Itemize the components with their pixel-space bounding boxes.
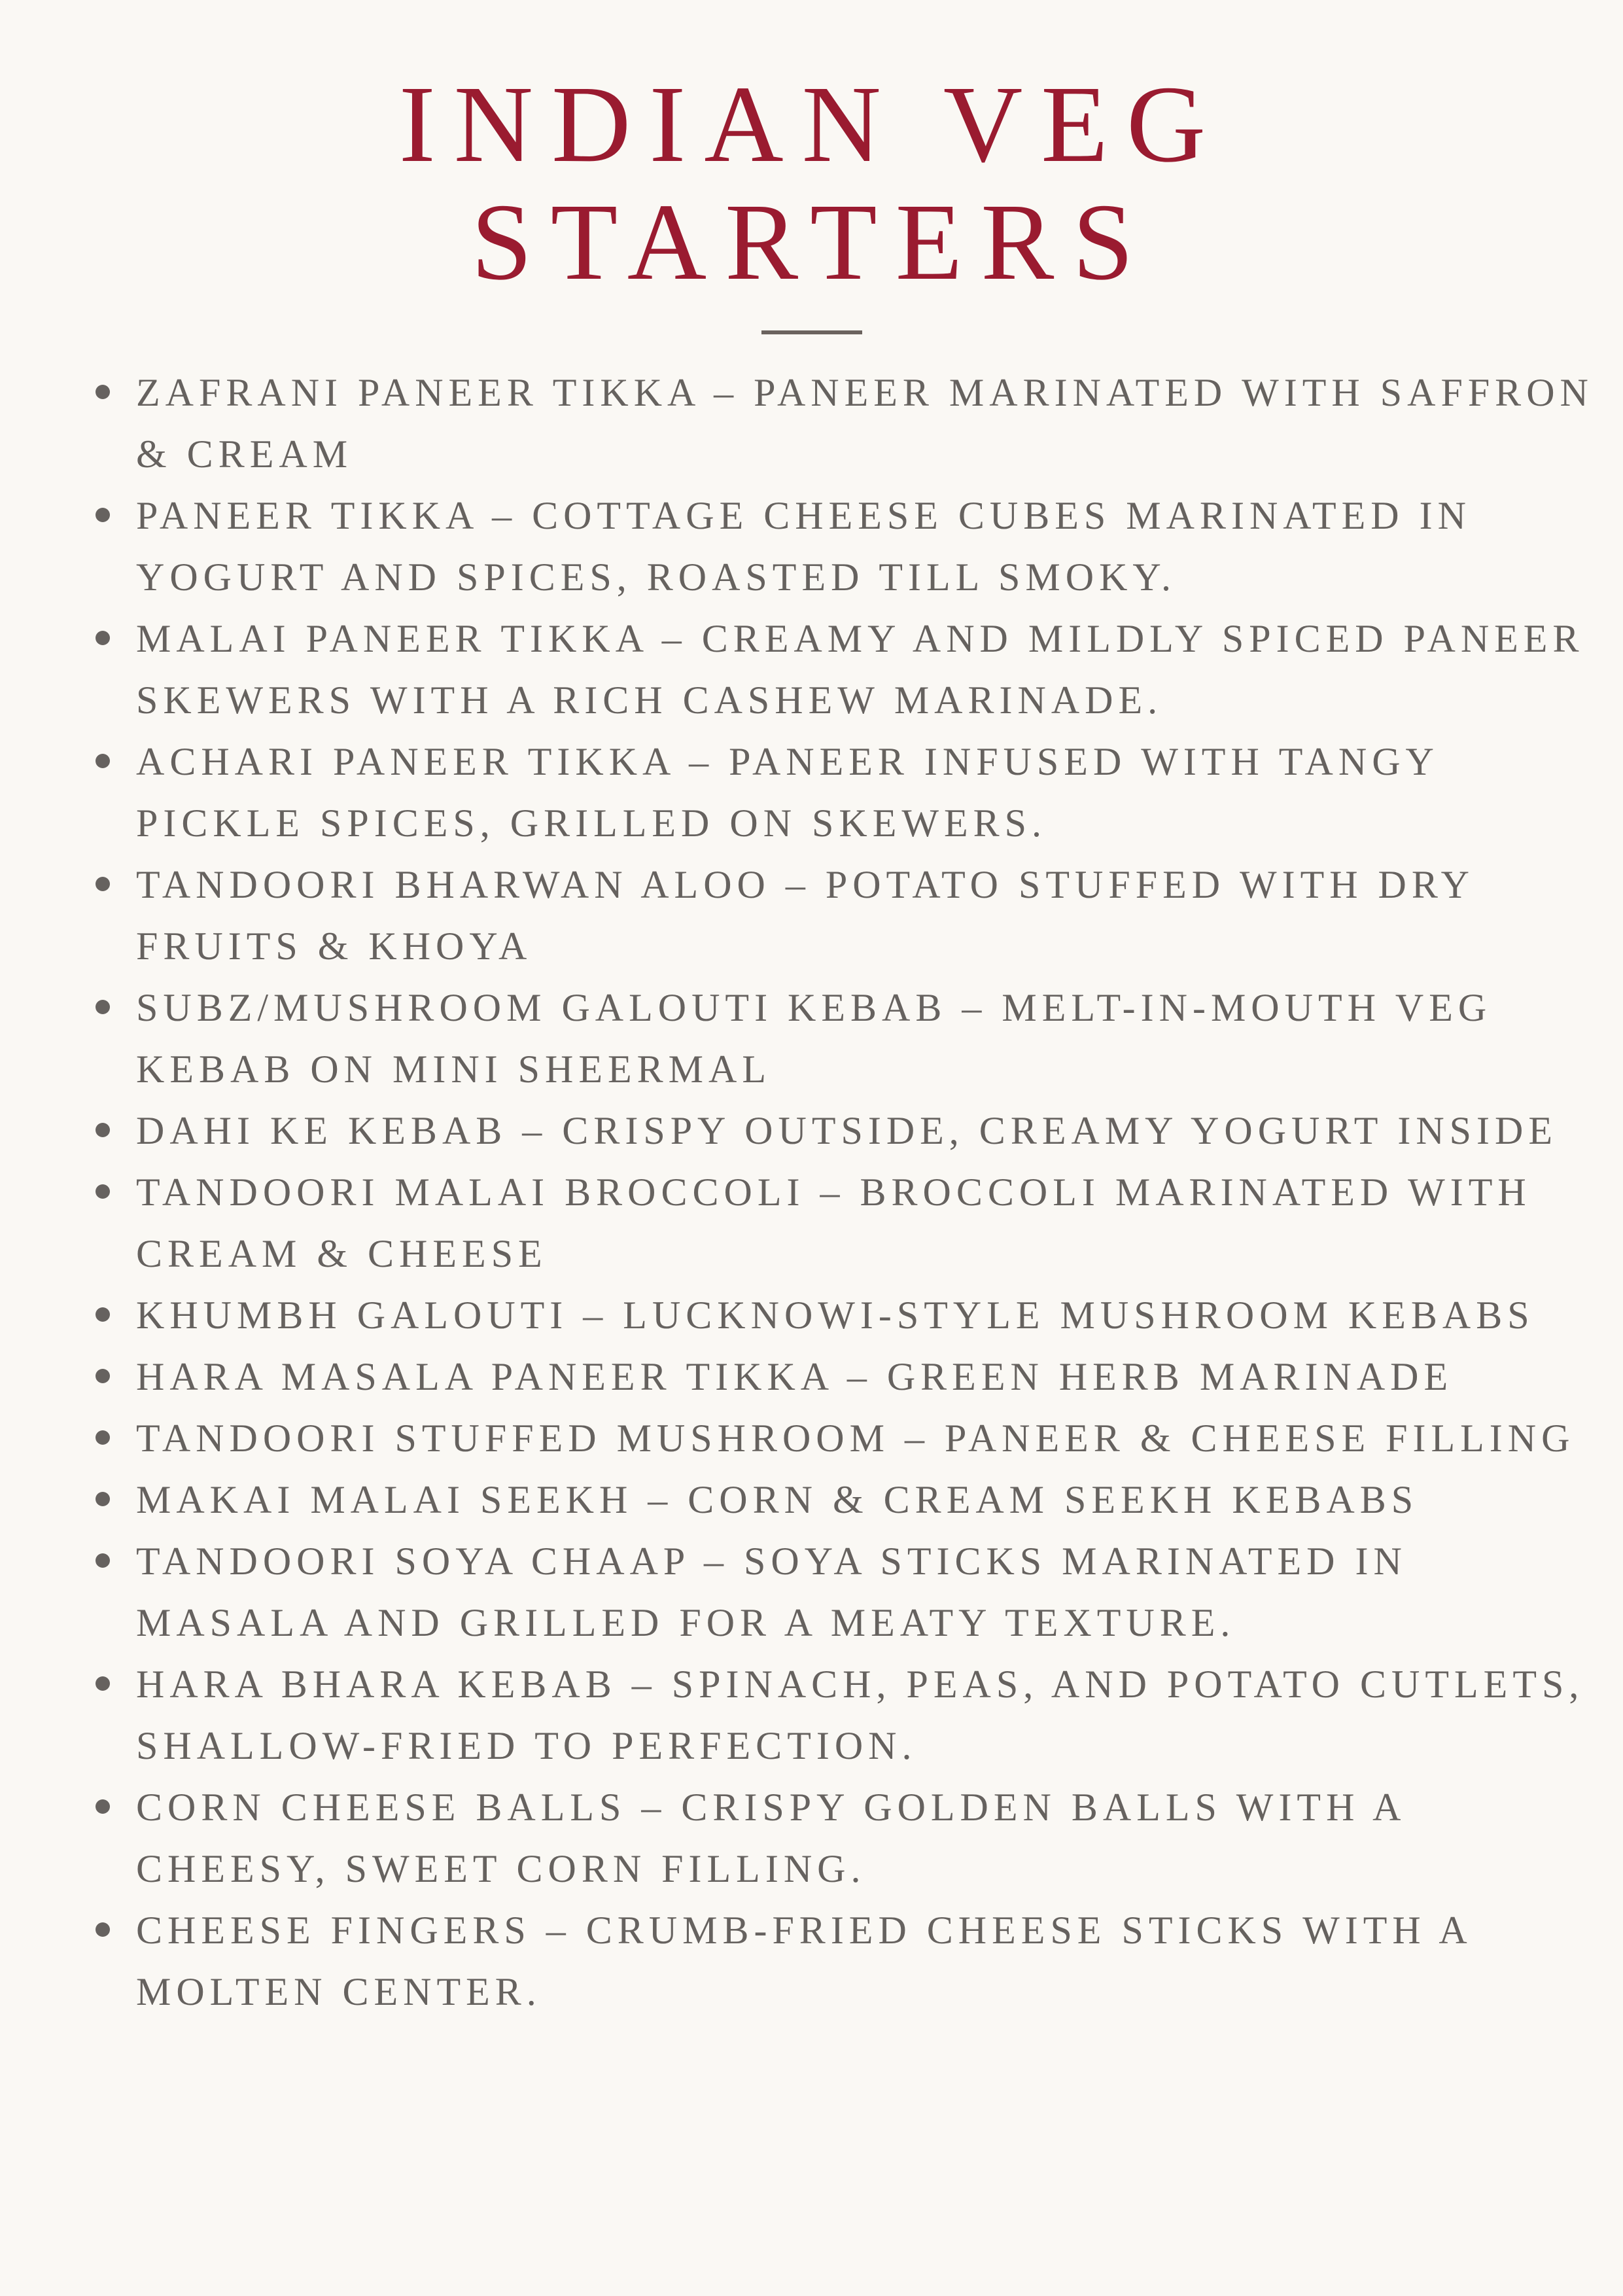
list-item [136,1469,1595,1530]
list-item [136,1899,1595,2022]
item-text: HARA BHARA KEBAB – SPINACH, PEAS, AND POTATO CUTLETS, SHALLOW-FRIED TO PERFECTION. [136,1663,1584,1767]
list-item [136,731,1595,854]
bullet-icon [96,1430,110,1445]
bullet-icon [96,631,110,645]
item-text: ACHARI PANEER TIKKA – PANEER INFUSED WITH TANGY PICKLE SPICES, GRILLED ON SKEWERS. [136,740,1438,845]
list-item [136,1161,1595,1284]
list-item [136,854,1595,977]
list-item [136,1776,1595,1899]
bullet-icon [96,1553,110,1568]
bullet-icon [96,877,110,891]
item-text: TANDOORI SOYA CHAAP – SOYA STICKS MARINATED IN MASALA AND GRILLED FOR A MEATY TEXTURE. [136,1540,1407,1644]
bullet-icon [96,1000,110,1014]
bullet-icon [96,1799,110,1814]
bullet-icon [96,1492,110,1506]
bullet-icon [96,1676,110,1691]
bullet-icon [96,385,110,399]
list-item [136,362,1595,485]
bullet-icon [96,508,110,522]
list-item [136,1653,1595,1776]
list-item [136,1407,1595,1469]
list-item [136,1100,1595,1161]
list-item [136,1346,1595,1407]
page-title [0,65,1623,301]
title-line-2: STARTERS [471,181,1152,303]
title-divider [761,330,862,334]
item-text: DAHI KE KEBAB – CRISPY OUTSIDE, CREAMY YOGURT INSIDE [136,1109,1558,1152]
item-text: MALAI PANEER TIKKA – CREAMY AND MILDLY SPICED PANEER SKEWERS WITH A RICH CASHEW MARINADE. [136,617,1584,722]
list-item [136,977,1595,1100]
list-item [136,1284,1595,1346]
item-text: PANEER TIKKA – COTTAGE CHEESE CUBES MARINATED IN YOGURT AND SPICES, ROASTED TILL SMOKY. [136,494,1471,599]
item-text: CORN CHEESE BALLS – CRISPY GOLDEN BALLS WITH A CHEESY, SWEET CORN FILLING. [136,1786,1405,1890]
bullet-icon [96,1123,110,1137]
bullet-icon [96,754,110,768]
item-text: TANDOORI STUFFED MUSHROOM – PANEER & CHEESE FILLING [136,1417,1575,1460]
starter-list [92,362,1595,2022]
item-text: ZAFRANI PANEER TIKKA – PANEER MARINATED WITH SAFFRON & CREAM [136,371,1594,476]
item-text: HARA MASALA PANEER TIKKA – GREEN HERB MARINADE [136,1355,1454,1398]
item-text: TANDOORI MALAI BROCCOLI – BROCCOLI MARINATED WITH CREAM & CHEESE [136,1171,1531,1275]
title-line-1: INDIAN VEG [398,63,1225,185]
item-text: TANDOORI BHARWAN ALOO – POTATO STUFFED WITH DRY FRUITS & KHOYA [136,863,1473,968]
item-text: CHEESE FINGERS – CRUMB-FRIED CHEESE STICKS WITH A MOLTEN CENTER. [136,1909,1471,2013]
bullet-icon [96,1369,110,1383]
bullet-icon [96,1184,110,1199]
list-item [136,1530,1595,1653]
item-text: MAKAI MALAI SEEKH – CORN & CREAM SEEKH KEBABS [136,1478,1419,1521]
bullet-icon [96,1307,110,1322]
list-item [136,608,1595,731]
item-text: SUBZ/MUSHROOM GALOUTI KEBAB – MELT-IN-MOUTH VEG KEBAB ON MINI SHEERMAL [136,986,1492,1091]
item-text: KHUMBH GALOUTI – LUCKNOWI-STYLE MUSHROOM KEBABS [136,1294,1535,1337]
list-item [136,485,1595,608]
bullet-icon [96,1922,110,1937]
